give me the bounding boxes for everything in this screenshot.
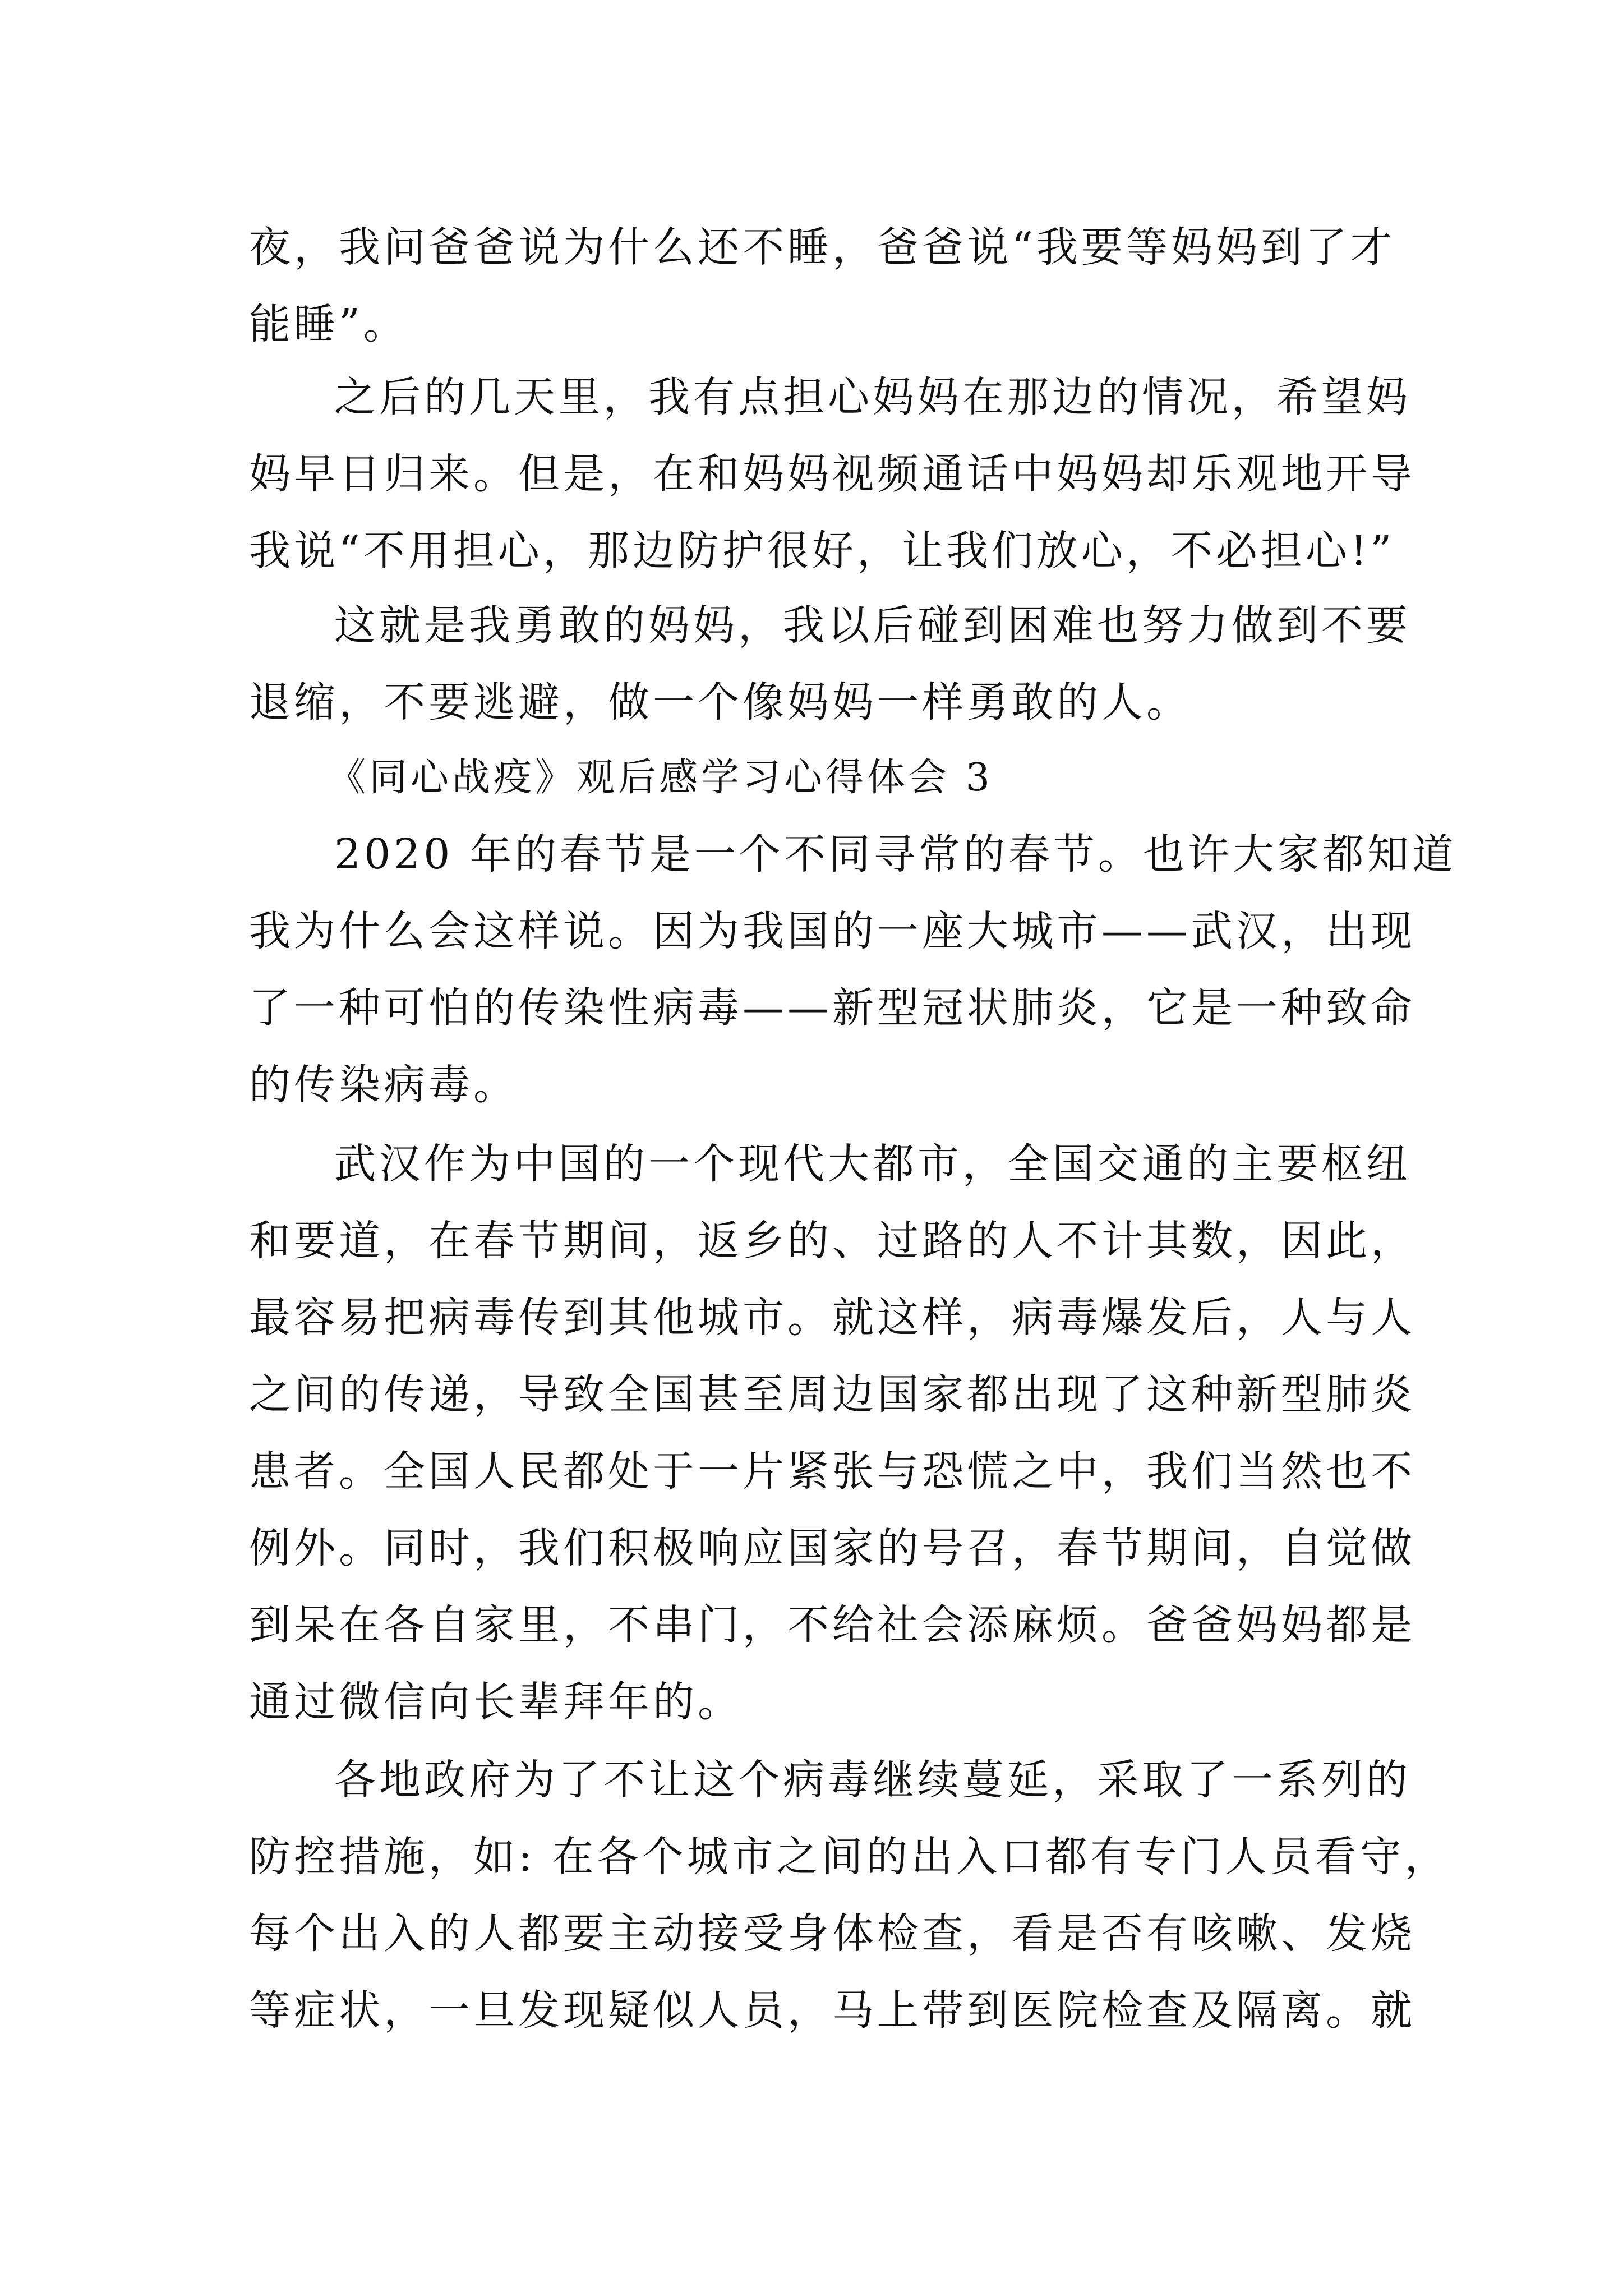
paragraph-line: 到呆在各自家里，不串门，不给社会添麻烦。爸爸妈妈都是 <box>249 1601 1415 1649</box>
paragraph-line: 妈早日归来。但是，在和妈妈视频通话中妈妈却乐观地开导 <box>249 450 1415 498</box>
section-heading <box>249 739 1371 816</box>
section-title: 《同心战疫》观后感学习心得体会 3 <box>328 756 993 800</box>
paragraph-line: 这就是我勇敢的妈妈，我以后碰到困难也努力做到不要 <box>334 601 1411 650</box>
paragraph-line: 了一种可怕的传染性病毒——新型冠状肺炎，它是一种致命 <box>249 984 1415 1032</box>
paragraph-government <box>249 1742 1450 2049</box>
paragraph-line: 和要道，在春节期间，返乡的、过路的人不计其数，因此， <box>249 1217 1415 1265</box>
paragraph-line: 例外。同时，我们积极响应国家的号召，春节期间，自觉做 <box>249 1524 1415 1572</box>
paragraph-line: 我为什么会这样说。因为我国的一座大城市——武汉，出现 <box>249 907 1415 955</box>
paragraph-line: 等症状，一旦发现疑似人员，马上带到医院检查及隔离。就 <box>249 1986 1415 2035</box>
paragraph-wuhan <box>249 1126 1415 1741</box>
paragraph-line: 之后的几天里，我有点担心妈妈在那边的情况，希望妈 <box>334 373 1411 421</box>
paragraph-brave-mom <box>249 587 1411 741</box>
paragraph-line: 通过微信向长辈拜年的。 <box>249 1678 743 1726</box>
paragraph-line: 退缩，不要逃避，做一个像妈妈一样勇敢的人。 <box>249 678 1191 726</box>
body-text-top <box>249 209 1395 363</box>
paragraph-line: 之间的传递，导致全国甚至周边国家都出现了这种新型肺炎 <box>249 1370 1415 1419</box>
paragraph-line: 夜，我问爸爸说为什么还不睡，爸爸说“我要等妈妈到了才 <box>249 223 1395 272</box>
paragraph-line: 患者。全国人民都处于一片紧张与恐慌之中，我们当然也不 <box>249 1447 1415 1496</box>
paragraph-line: 我说“不用担心，那边防护很好，让我们放心，不必担心!” <box>249 527 1395 575</box>
paragraph-line: 防控措施，如: 在各个城市之间的出入口都有专门人员看守， <box>249 1833 1450 1881</box>
paragraph-line: 每个出入的人都要主动接受身体检查，看是否有咳嗽、发烧 <box>249 1910 1415 1958</box>
paragraph-line: 武汉作为中国的一个现代大都市，全国交通的主要枢纽 <box>334 1140 1411 1188</box>
paragraph-line: 各地政府为了不让这个病毒继续蔓延，采取了一系列的 <box>334 1756 1411 1804</box>
paragraph-line: 的传染病毒。 <box>249 1061 518 1109</box>
paragraph-line: 能睡”。 <box>249 300 408 348</box>
paragraph-line: 最容易把病毒传到其他城市。就这样，病毒爆发后，人与人 <box>249 1294 1415 1342</box>
paragraph-worry <box>249 359 1415 590</box>
paragraph-spring-festival <box>249 816 1457 1124</box>
paragraph-line: 2020 年的春节是一个不同寻常的春节。也许大家都知道 <box>334 830 1457 878</box>
